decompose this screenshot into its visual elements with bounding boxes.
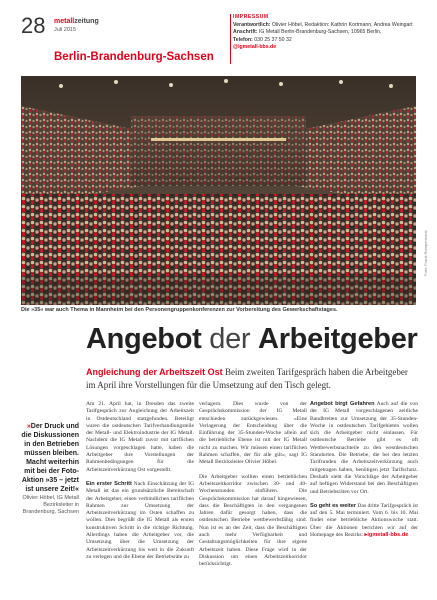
headline-part1: Angebot (86, 323, 202, 355)
crowd-photo-image (21, 76, 416, 305)
headline-part2: der (209, 323, 251, 355)
column1-paragraph2 (86, 481, 194, 561)
sidebar-quote (21, 422, 79, 516)
imprint-responsible-label: Verantwortlich: (233, 21, 271, 28)
arrow-icon: ▸ (364, 532, 368, 539)
imprint-divider (230, 14, 231, 64)
column1-paragraph1: Am 21. April hat, in Dresden das zweite Tarifgespräch zur Angleichung der Arbeitszeit in Ostdeutschland stattgefunden. Beteiligt waren die ostdeutschen Tarifverhandlungsteile der Metall- und Elektroindustrie der IG Metall. Nachdem die IG Metall zuvor mit tariflichen Lösungen vorgeschlagen hatte, haben die Arbeitgeber ihre Vorstellungen der Rahmenbedingungen für die Arbeitszeitverkürzung Ost vorgestellt. (86, 401, 194, 473)
column1-paragraph2-text: Nach Einschätzung der IG Metall ist das ein grundsätzliche Bereitschaft der Arbeitgeber, einen verbindlichen tariflichen Rahmen zur Umsetzung der Arbeitszeitverkürzung im Osten schaffen zu wollen. Dies begrüßt die IG Metall als ersten konstruktiven Schritt in die richtige Richtung. Allerdings haben die Arbeitgeber vor, die Umsetzung über die Umsetzung der Arbeitszeitverkürzung bis weit in die Zukunft zu verlegen und die Ebene der Betriebsräte zu (86, 480, 194, 560)
subline-text: Beim zweiten Tarifgespräch haben die Arbeitgeber im April ihre Vorstellungen für die Umsetzung auf den Tisch gelegt. (86, 367, 408, 390)
imprint-address-text: IG Metall Berlin-Brandenburg-Sachsen, 10965 Berlin, (258, 29, 382, 35)
imprint-address-label: Anschrift: (233, 29, 258, 35)
column2-paragraph1: verlagern. Dies wurde von der Gesprächskommission der IG Metall entschieden zurückgewiesen. »Eine Verlagerung der Entscheidung über die Einführung der 35-Stunden-Woche allein auf die betriebliche Ebene ist mit der IG Metall nicht zu machen. Wir müssen einen tariflichen Rahmen schaffen, der für alle gilt«, sagt IG Metall Bezirksleiter Olivier Höbel. (199, 401, 307, 466)
magazine-title (54, 18, 99, 26)
imprint (233, 14, 428, 52)
paragraph-gap (310, 496, 418, 503)
imprint-address (233, 29, 428, 37)
region-title: Berlin-Brandenburg-Sachsen (54, 51, 214, 63)
column3-paragraph1-text: Auch auf die von der IG Metall vorgeschlagenen zeitliche Bandbreiten zur Umsetzung der 35-Stunden-Woche in ostdeutschen Tarifgebieten wollen sich die Arbeitgeber nicht einlassen. Für ostdeutsche Betriebe gibt es oft Wettbewerbsnachteile zu den westdeutschen Standorten. Die Betriebe, die bei den letzten Tarifrunden die Arbeitszeitverkürzung auch mitgetragen haben, benötigen jetzt Tarifschutz. Deshalb sieht die Vorschläge der Arbeitgeber auf heftigen Widerstand bei den Beschäftigten und Betriebsräten vor Ort. (310, 401, 418, 495)
column3-link[interactable]: igmetall-bbs.de (367, 532, 409, 539)
imprint-email-line (233, 44, 428, 52)
magazine-brand: metall (54, 18, 75, 25)
body-column-3 (310, 401, 418, 539)
imprint-phone (233, 37, 428, 45)
page-number: 28 (21, 13, 46, 38)
quote-text-block (21, 422, 79, 494)
body-column-2 (199, 401, 307, 569)
column3-paragraph2-text: Das dritte Tarifgespräch ist auf den 5. Mai terminiert. Vom 6. bis 10. Mai findet eine betriebliche Aktionswoche statt. Über die Aktionen berichten wir auf der Homepage des Bezirks: (310, 502, 418, 539)
column1-lead: Ein erster Schritt (86, 480, 132, 487)
magazine-brand-suffix: zeitung (74, 18, 99, 25)
imprint-responsible (233, 22, 428, 30)
quote-text: Der Druck und die Diskussionen in den Betrieben müssen bleiben. Macht weiterhin mit bei der Foto-Aktion »35 – jetzt ist unsere Zeit!« (21, 423, 79, 493)
imprint-responsible-text: Olivier Höbel, Redaktion: Kathrin Kortmann, Andrea Weingart (271, 21, 413, 28)
imprint-phone-label: Telefon: (233, 36, 253, 43)
photo-credit: Foto: Frank Rumpenhorst (423, 230, 428, 276)
photo-caption: Die »35« war auch Thema in Mannheim bei den Personengruppenkonferenzen zur Vorbereitung des Gewerkschaftstages. (21, 307, 338, 313)
quote-author: Olivier Höbel, IG Metall Bezirksleiter in Brandenburg, Sachsen (22, 495, 79, 515)
column2-paragraph2: Die Arbeitgeber wollten einen betrieblichen Arbeitszeitkorridor zwischen 30- und 40-Wochenstunden einführen. Die Gesprächskommission hat darauf hingewiesen, dass die Beschäftigten in den vergangenen Jahren dafür gesorgt haben, dass die ostdeutschen Betriebe wettbewerbsfähig sind. Nun ist es an der Zeit, dass die Beschäftigten auch mehr Verfügbarkeit und Gestaltungsmöglichkeiten für ihre eigene Arbeitszeit haben. Diese Frage wird in der Diskussion um einen Arbeitszeitkorridor berücksichtigt. (199, 473, 307, 568)
imprint-email[interactable]: igmetall-bbs.de (238, 44, 277, 50)
paragraph-gap (199, 467, 307, 474)
subline (86, 366, 416, 392)
at-icon: @ (233, 44, 239, 50)
subline-kicker: Angleichung der Arbeitszeit Ost (86, 367, 223, 377)
imprint-phone-text: 030 25 37 50 32 (254, 36, 292, 43)
issue-date: Juli 2015 (54, 27, 77, 33)
headline (86, 322, 418, 356)
crowd-photo (21, 76, 416, 305)
column3-lead2: So geht es weiter (310, 502, 357, 509)
imprint-heading: IMPRESSUM (233, 14, 269, 20)
column3-paragraph2 (310, 503, 418, 539)
headline-part3: Arbeitgeber (258, 323, 418, 355)
body-column-1 (86, 401, 194, 561)
column3-paragraph1 (310, 401, 418, 496)
paragraph-gap (86, 474, 194, 481)
column3-lead: Angebot birgt Gefahren (310, 401, 375, 407)
quote-mark-icon: » (26, 423, 31, 430)
